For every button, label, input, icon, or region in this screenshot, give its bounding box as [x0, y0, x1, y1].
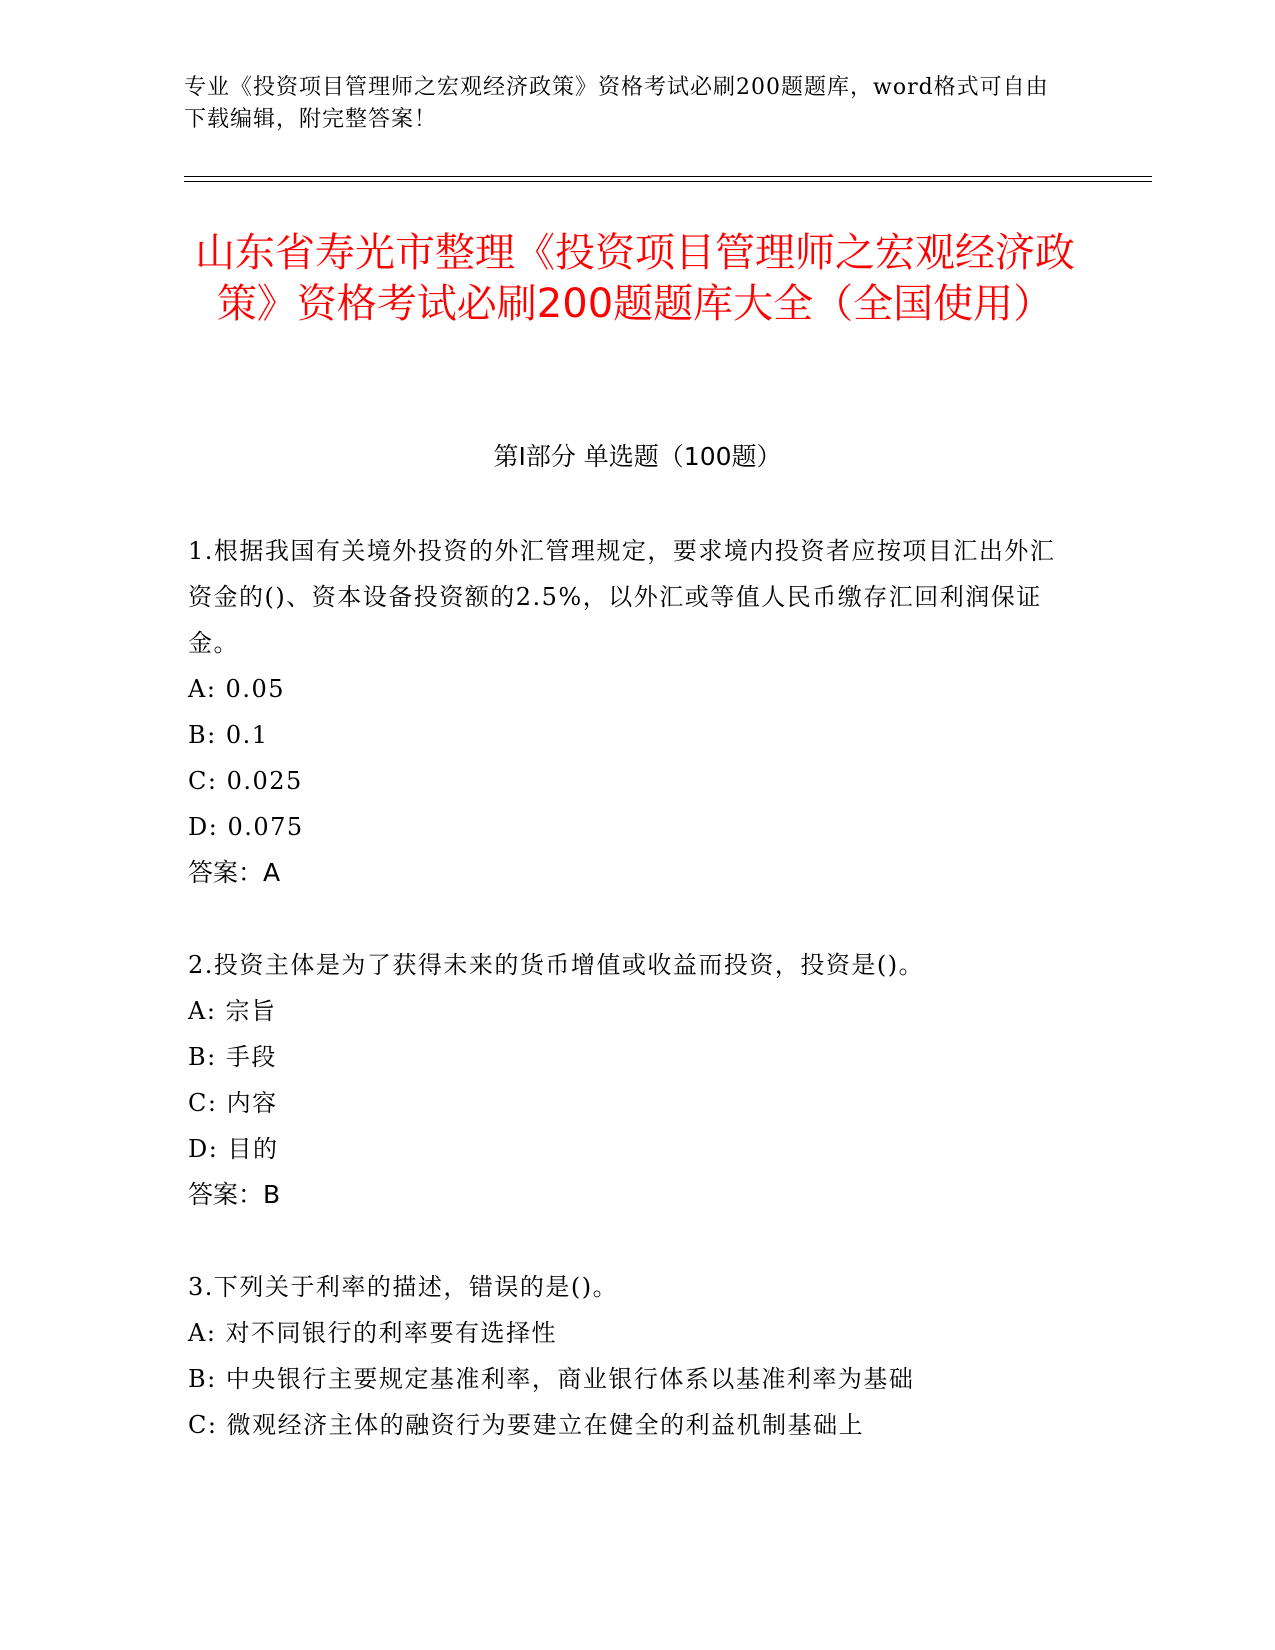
spacer	[188, 1218, 1068, 1264]
document-title: 山东省寿光市整理《投资项目管理师之宏观经济政策》资格考试必刷200题题库大全（全国使用）	[195, 230, 1075, 327]
option-c: C: 内容	[188, 1089, 278, 1117]
answer: 答案：A	[188, 858, 281, 887]
option-d: D: 目的	[188, 1135, 279, 1163]
option-a: A: 宗旨	[188, 997, 277, 1025]
question-1	[188, 528, 1068, 896]
question-list	[188, 528, 1068, 1448]
option-b: B: 手段	[188, 1043, 277, 1071]
spacer	[188, 896, 1068, 942]
option-a: A: 0.05	[188, 675, 285, 703]
option-c: C: 0.025	[188, 767, 303, 795]
question-text: 3.下列关于利率的描述，错误的是()。	[188, 1273, 619, 1301]
option-c: C: 微观经济主体的融资行为要建立在健全的利益机制基础上	[188, 1411, 865, 1439]
answer: 答案：B	[188, 1180, 281, 1209]
question-2	[188, 942, 1068, 1218]
option-b: B: 0.1	[188, 721, 269, 749]
header-divider-bottom	[184, 181, 1152, 182]
page-header: 专业《投资项目管理师之宏观经济政策》资格考试必刷200题题库，word格式可自由下载编辑，附完整答案！	[184, 75, 1049, 132]
question-3	[188, 1264, 1068, 1448]
option-a: A: 对不同银行的利率要有选择性	[188, 1319, 558, 1347]
question-text: 2.投资主体是为了获得未来的货币增值或收益而投资，投资是()。	[188, 951, 925, 979]
header-divider-top	[184, 176, 1152, 177]
option-b: B: 中央银行主要规定基准利率，商业银行体系以基准利率为基础	[188, 1365, 915, 1393]
question-text: 1.根据我国有关境外投资的外汇管理规定，要求境内投资者应按项目汇出外汇资金的()、资本设备投资额的2.5%，以外汇或等值人民币缴存汇回利润保证金。	[188, 537, 1056, 657]
section-heading: 第I部分 单选题（100题）	[493, 442, 782, 471]
option-d: D: 0.075	[188, 813, 304, 841]
